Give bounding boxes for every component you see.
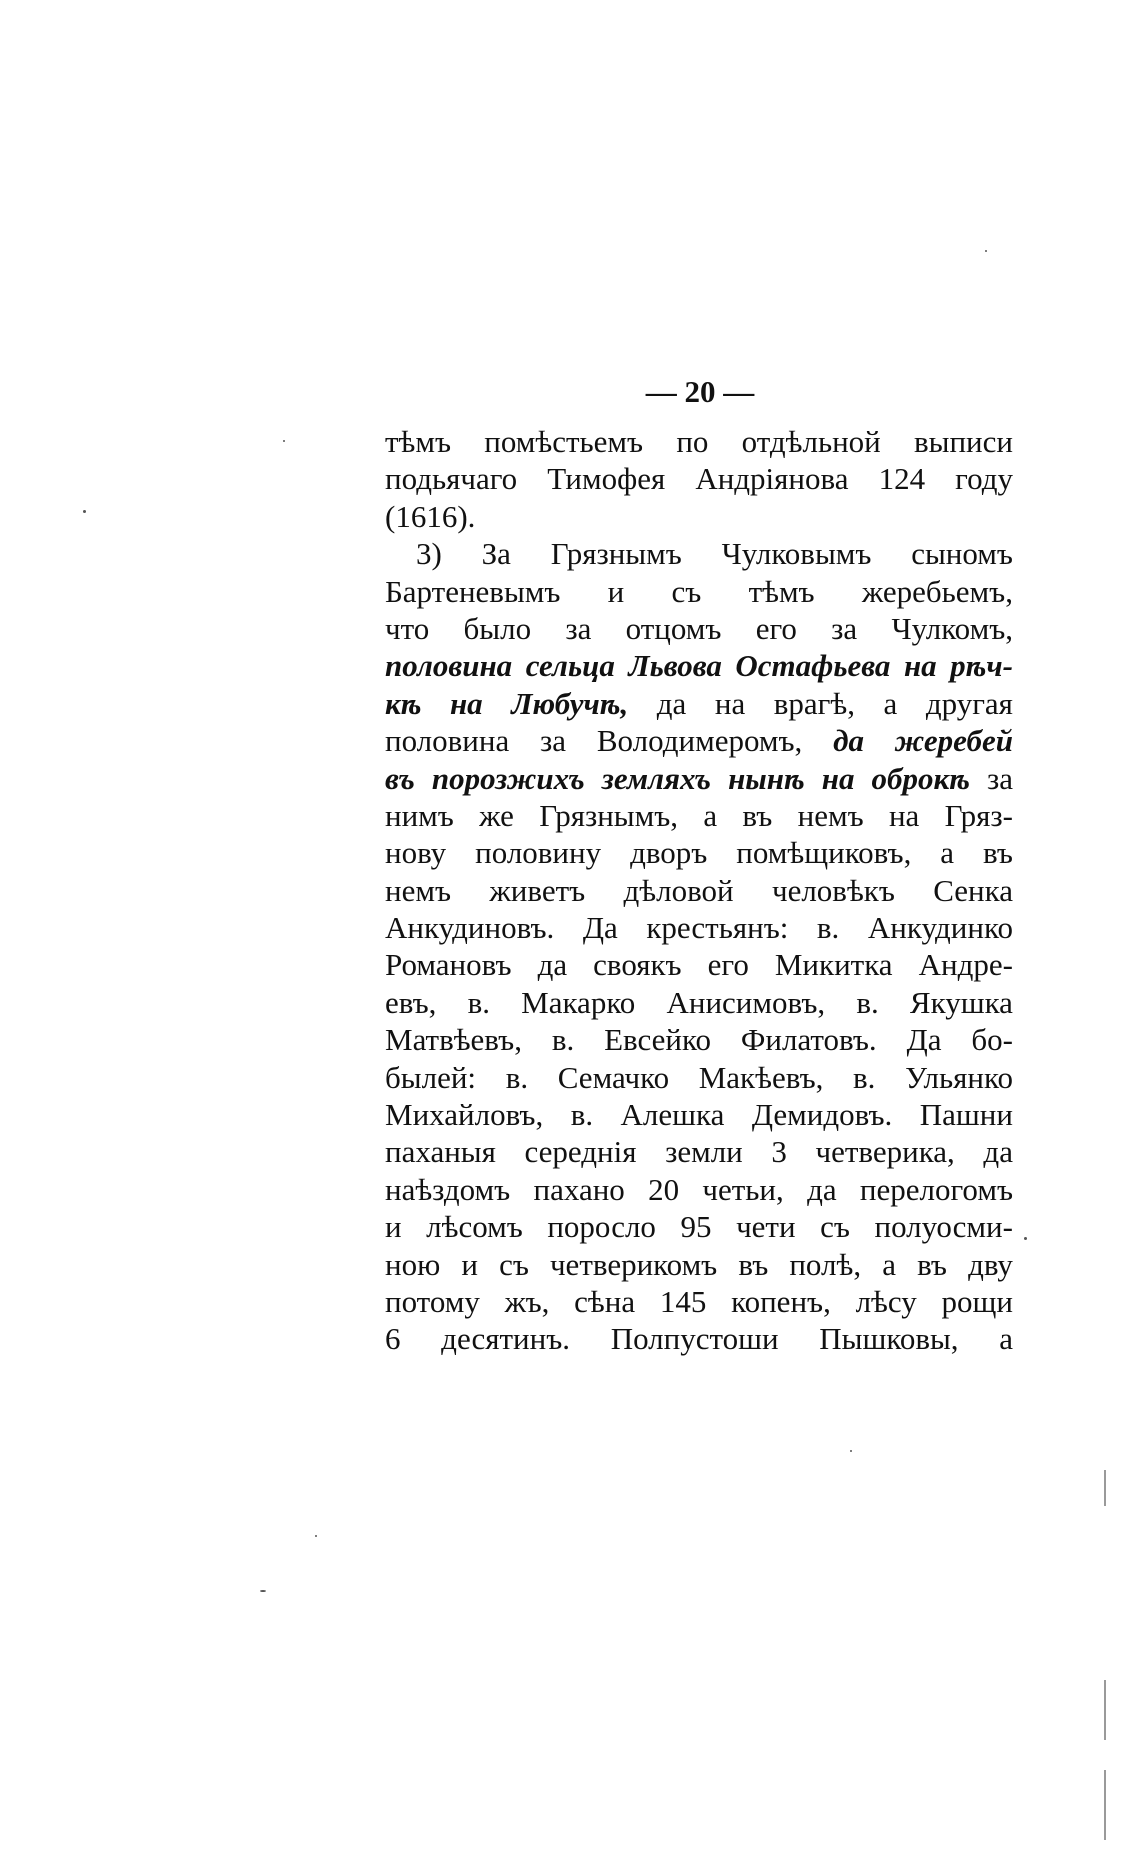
word: по <box>676 424 709 459</box>
word: да <box>537 947 568 983</box>
word: дву <box>968 1246 1013 1282</box>
italic-word: кѣ <box>385 685 422 721</box>
word: жеребьемъ, <box>861 573 1013 609</box>
word: Сенка <box>933 872 1013 908</box>
text-line <box>385 1321 1013 1358</box>
text-line <box>385 1060 1013 1097</box>
text-line <box>385 873 1013 910</box>
word: 145 <box>659 1283 707 1319</box>
text-line <box>385 1247 1013 1284</box>
word: своякъ <box>593 947 682 983</box>
word: его <box>707 947 749 983</box>
scan-speck <box>1024 1237 1027 1240</box>
word: немъ <box>797 797 864 833</box>
scan-edge-line <box>1104 1470 1106 1506</box>
word: отдѣльной <box>741 424 881 459</box>
word: Филатовъ. <box>740 1022 877 1058</box>
text-line <box>385 536 1013 573</box>
italic-word: сельца <box>525 648 615 684</box>
word: Да <box>582 910 618 946</box>
word: в. <box>505 1059 529 1095</box>
word: тѣмъ <box>748 573 815 609</box>
word: за <box>831 610 858 646</box>
word: Володимеромъ, <box>596 723 803 759</box>
italic-word: оброкѣ <box>871 760 970 796</box>
word: 3 <box>771 1134 787 1170</box>
word: 6 <box>385 1321 401 1357</box>
word: земли <box>665 1134 743 1170</box>
word: году <box>955 461 1013 497</box>
word: потому <box>385 1283 480 1319</box>
italic-word: на <box>903 648 937 684</box>
word: в. <box>856 984 879 1020</box>
word: дворъ <box>630 835 708 871</box>
word: Да <box>906 1022 942 1058</box>
italic-word: да <box>833 723 864 759</box>
word: Андре- <box>918 947 1013 983</box>
word: Грязнымъ, <box>539 797 679 833</box>
text-line <box>385 1284 1013 1321</box>
word: в. <box>816 910 840 946</box>
word: да <box>656 685 687 721</box>
text-line <box>385 1022 1013 1059</box>
word: дѣловой <box>623 872 734 908</box>
word: половина <box>385 723 510 759</box>
word: Микитка <box>774 947 893 983</box>
word: Алешка <box>620 1097 725 1133</box>
scan-speck <box>985 250 987 252</box>
scan-speck <box>283 440 285 442</box>
italic-word: Львова <box>628 648 722 684</box>
word: что <box>385 610 430 646</box>
word: врагѣ, <box>773 685 855 721</box>
page-number: — 20 — <box>645 374 755 409</box>
word: полуосми- <box>874 1209 1013 1245</box>
word: копенъ, <box>731 1283 831 1319</box>
word: жъ, <box>504 1283 550 1319</box>
word: четверикомъ <box>549 1246 718 1282</box>
scan-edge-line <box>1104 1680 1106 1740</box>
word: да <box>807 1171 837 1207</box>
word: ною <box>385 1246 441 1282</box>
word: за <box>540 723 567 759</box>
word: Макѣевъ, <box>698 1059 824 1095</box>
word: нимъ <box>385 797 454 833</box>
word: въ <box>738 1246 769 1282</box>
word: в. <box>551 1022 575 1058</box>
text-line <box>385 798 1013 835</box>
text-line <box>385 985 1013 1022</box>
text-line <box>385 648 1013 685</box>
word: другая <box>925 685 1013 721</box>
word: Бартеневымъ <box>385 573 561 609</box>
text-line <box>385 1097 1013 1134</box>
word: нову <box>385 835 447 871</box>
italic-word: рѣч- <box>950 648 1013 684</box>
word: тѣмъ <box>385 424 452 459</box>
text-line <box>385 835 1013 872</box>
text-line <box>385 424 1013 461</box>
word: в. <box>570 1097 594 1133</box>
italic-word: нынѣ <box>728 760 805 796</box>
text-line <box>385 1172 1013 1209</box>
word: рощи <box>941 1283 1013 1319</box>
text-line <box>385 574 1013 611</box>
word: выписи <box>914 424 1013 459</box>
italic-word: въ <box>385 760 415 796</box>
word: съ <box>499 1246 529 1282</box>
word: Матвѣевъ, <box>385 1022 522 1058</box>
word: Андріянова <box>695 461 849 497</box>
word: Гряз- <box>944 797 1013 833</box>
word: помѣстьемъ <box>484 424 644 459</box>
word: и <box>385 1209 402 1245</box>
word: отцомъ <box>625 610 722 646</box>
word: Чулковымъ <box>721 536 872 572</box>
text-line <box>385 761 1013 798</box>
scan-edge-line <box>1104 1770 1106 1840</box>
word: в. <box>853 1059 876 1095</box>
word: половину <box>475 835 602 871</box>
word: поросло <box>547 1209 656 1245</box>
italic-word: порозжихъ <box>431 760 585 796</box>
text-line <box>385 499 1013 536</box>
italic-word: Любучѣ, <box>511 685 629 721</box>
word: и <box>607 573 625 609</box>
word: Анкудинко <box>867 910 1013 946</box>
word: человѣкъ <box>771 872 895 908</box>
word: 124 <box>878 461 926 497</box>
scan-speck <box>315 1535 317 1537</box>
word: за <box>986 760 1013 796</box>
word: Семачко <box>557 1059 670 1095</box>
word: былей: <box>385 1059 477 1095</box>
text-line <box>385 686 1013 723</box>
word: а <box>940 835 955 871</box>
word: въ <box>983 835 1013 871</box>
italic-word: Остафьева <box>735 648 891 684</box>
italic-word: на <box>821 760 855 796</box>
word: Ульянко <box>905 1059 1013 1095</box>
word: и <box>461 1246 478 1282</box>
scan-speck <box>260 1590 266 1592</box>
word: Полпустоши <box>610 1321 779 1357</box>
word: лѣсомъ <box>426 1209 523 1245</box>
word: же <box>479 797 514 833</box>
word: бо- <box>971 1022 1013 1058</box>
word: съ <box>820 1209 850 1245</box>
word: Чулкомъ, <box>891 610 1013 646</box>
word: а <box>999 1321 1013 1357</box>
word: Макарко <box>521 984 636 1020</box>
word: четверика, <box>815 1134 955 1170</box>
word: съ <box>671 573 702 609</box>
word: За <box>481 536 511 572</box>
word: на <box>714 685 746 721</box>
word: Тимофея <box>547 461 666 497</box>
text-line <box>385 947 1013 984</box>
word: немъ <box>385 872 451 908</box>
word: середнія <box>524 1134 637 1170</box>
word: в. <box>467 984 490 1020</box>
text-line <box>385 723 1013 760</box>
word: Романовъ <box>385 947 512 983</box>
word: живетъ <box>489 872 586 908</box>
word: было <box>463 610 532 646</box>
word: а <box>883 685 898 721</box>
word: десятинъ. <box>441 1321 571 1357</box>
word: Пашни <box>919 1097 1013 1133</box>
text-line <box>385 611 1013 648</box>
body-text <box>385 424 1013 1359</box>
italic-word: половина <box>385 648 513 684</box>
word: Михайловъ, <box>385 1097 544 1133</box>
word: да <box>983 1134 1013 1170</box>
word: за <box>565 610 592 646</box>
word: полѣ, <box>789 1246 862 1282</box>
text-line <box>385 1209 1013 1246</box>
word: пахано <box>533 1171 625 1207</box>
text-line <box>385 910 1013 947</box>
word: сѣна <box>574 1283 636 1319</box>
word: Якушка <box>909 984 1013 1020</box>
word: а <box>882 1246 896 1282</box>
word: перелогомъ <box>859 1171 1013 1207</box>
word: Анкудиновъ. <box>385 910 555 946</box>
word: лѣсу <box>855 1283 917 1319</box>
word: его <box>755 610 797 646</box>
scan-speck <box>83 510 86 513</box>
word: 20 <box>648 1171 680 1207</box>
word: крестьянъ: <box>646 910 789 946</box>
word: четьи, <box>702 1171 784 1207</box>
text-line <box>385 1134 1013 1171</box>
word: въ <box>917 1246 947 1282</box>
word: евъ, <box>385 984 437 1020</box>
word: Евсейко <box>604 1022 711 1058</box>
word: Грязнымъ <box>550 536 682 572</box>
word: чети <box>736 1209 796 1245</box>
italic-word: жеребей <box>894 723 1013 759</box>
word: въ <box>742 797 773 833</box>
italic-word: земляхъ <box>601 760 712 796</box>
scan-speck <box>850 1450 852 1452</box>
italic-word: на <box>449 685 483 721</box>
word: наѣздомъ <box>385 1171 511 1207</box>
word: Пышковы, <box>819 1321 959 1357</box>
word: а <box>703 797 718 833</box>
word: на <box>888 797 920 833</box>
word: 95 <box>680 1209 712 1245</box>
word: Демидовъ. <box>751 1097 893 1133</box>
word: паханыя <box>385 1134 496 1170</box>
word: Анисимовъ, <box>666 984 826 1020</box>
word: подьячаго <box>385 461 518 497</box>
word: (1616). <box>385 498 476 534</box>
word: 3) <box>416 536 442 572</box>
word: сыномъ <box>911 536 1013 572</box>
word: помѣщиковъ, <box>736 835 912 871</box>
text-line <box>385 461 1013 498</box>
